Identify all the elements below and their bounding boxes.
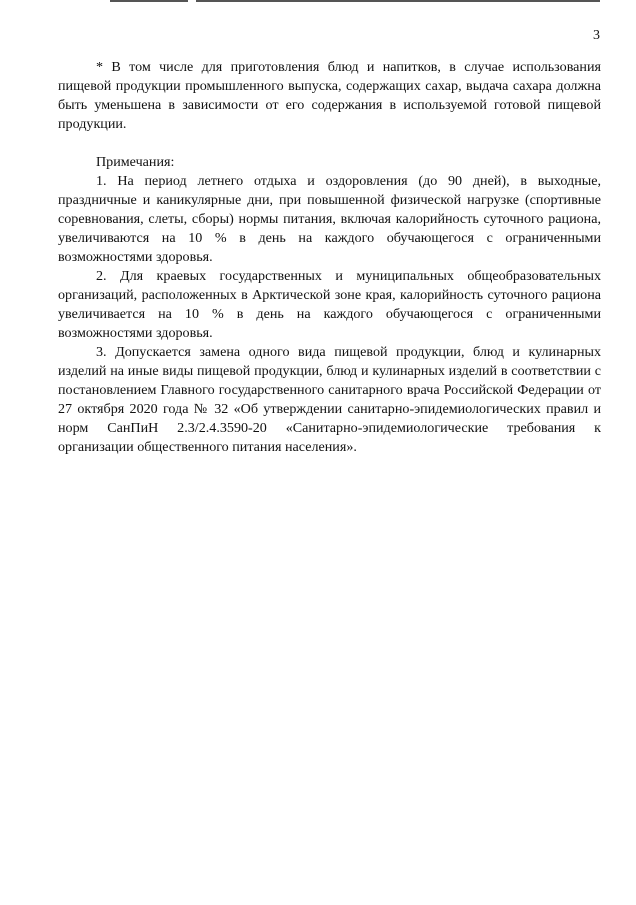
note-item-2: 2. Для краевых государственных и муниципальных общеобразовательных организаций, расположенных в Арктической зоне края, калорийность суточного рациона увеличивается на 10 % в день на каждого обучающегося с ограниченными возможностями здоровья.	[58, 268, 601, 341]
footnote-paragraph: * В том числе для приготовления блюд и напитков, в случае использования пищевой продукции промышленного выпуска, содержащих сахар, выдача сахара должна быть уменьшена в зависимости от его содержания в используемой готовой пищевой продукции.	[58, 59, 601, 132]
page-number: 3	[593, 28, 600, 43]
document-body	[58, 58, 601, 457]
note-item-1: 1. На период летнего отдыха и оздоровления (до 90 дней), в выходные, праздничные и каникулярные дни, при повышенной физической нагрузке (спортивные соревнования, слеты, сборы) нормы питания, включая калорийность суточного рациона, увеличиваются на 10 % в день на каждого обучающегося с ограниченными возможностями здоровья.	[58, 173, 601, 265]
top-border-line	[110, 0, 188, 2]
top-border-line	[196, 0, 600, 2]
note-item-3: 3. Допускается замена одного вида пищевой продукции, блюд и кулинарных изделий на иные виды пищевой продукции, блюд и кулинарных изделий в соответствии с постановлением Главного государственного санитарного врача Российской Федерации от 27 октября 2020 года № 32 «Об утверждении санитарно-эпидемиологических правил и норм СанПиН 2.3/2.4.3590-20 «Санитарно-эпидемиологические требования к организации общественного питания населения».	[58, 344, 601, 455]
notes-heading: Примечания:	[96, 154, 175, 170]
